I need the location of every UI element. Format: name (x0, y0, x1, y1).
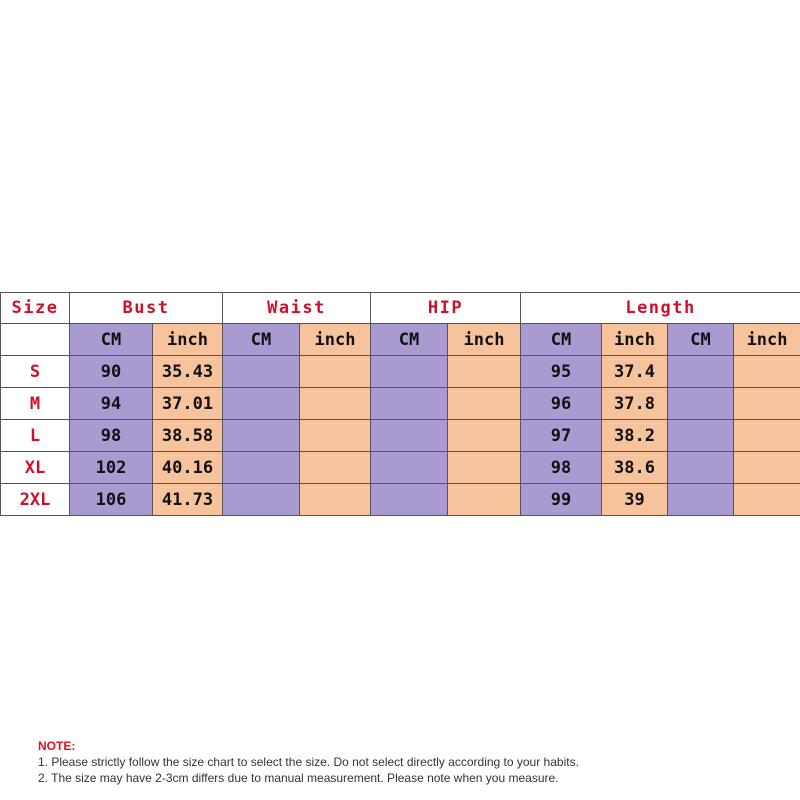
waist-header: Waist (223, 293, 371, 324)
measure-cell-length-in: 37.4 (602, 356, 668, 388)
measure-cell-length2-in (734, 484, 800, 516)
data-rows (1, 356, 800, 516)
unit-cell-inch: inch (448, 324, 521, 356)
measure-cell-bust-cm: 90 (70, 356, 153, 388)
measure-cell-hip-cm (371, 484, 448, 516)
measure-cell-bust-in: 38.58 (153, 420, 223, 452)
table-row (1, 356, 800, 388)
measure-cell-length2-in (734, 452, 800, 484)
measure-cell-length2-in (734, 356, 800, 388)
unit-row (1, 324, 800, 356)
measure-cell-waist-in (300, 452, 371, 484)
measure-cell-waist-cm (223, 388, 300, 420)
unit-cell-cm: CM (371, 324, 448, 356)
measure-cell-length-cm: 95 (521, 356, 602, 388)
measure-cell-length2-cm (668, 484, 734, 516)
note-item: 2. The size may have 2-3cm differs due to manual measurement. Please note when you measure. (38, 771, 559, 785)
unit-cell-cm: CM (668, 324, 734, 356)
note-title: NOTE: (38, 739, 76, 753)
unit-cell-inch: inch (153, 324, 223, 356)
measure-cell-waist-cm (223, 452, 300, 484)
measure-cell-bust-in: 41.73 (153, 484, 223, 516)
measure-cell-length-in: 38.2 (602, 420, 668, 452)
measure-cell-waist-cm (223, 356, 300, 388)
measure-cell-length2-cm (668, 388, 734, 420)
unit-cell-inch: inch (602, 324, 668, 356)
measure-cell-waist-cm (223, 420, 300, 452)
measure-cell-length2-in (734, 388, 800, 420)
measure-cell-length-cm: 99 (521, 484, 602, 516)
unit-cell-inch: inch (734, 324, 800, 356)
measure-cell-hip-cm (371, 388, 448, 420)
measure-cell-length2-cm (668, 356, 734, 388)
measure-cell-waist-in (300, 484, 371, 516)
length-header: Length (521, 293, 800, 324)
measure-cell-waist-in (300, 388, 371, 420)
measure-cell-waist-in (300, 356, 371, 388)
measure-cell-length-cm: 96 (521, 388, 602, 420)
measure-cell-hip-cm (371, 452, 448, 484)
measure-cell-hip-in (448, 356, 521, 388)
measure-cell-waist-cm (223, 484, 300, 516)
measure-cell-length-in: 39 (602, 484, 668, 516)
measure-cell-length2-cm (668, 452, 734, 484)
size-label-cell: XL (1, 452, 70, 484)
header-row (1, 293, 800, 324)
table-row (1, 388, 800, 420)
measure-cell-waist-in (300, 420, 371, 452)
measure-cell-hip-in (448, 484, 521, 516)
measure-cell-length2-cm (668, 420, 734, 452)
measure-cell-bust-cm: 94 (70, 388, 153, 420)
size-label-cell: L (1, 420, 70, 452)
measure-cell-bust-cm: 98 (70, 420, 153, 452)
measure-cell-bust-in: 40.16 (153, 452, 223, 484)
table-row (1, 484, 800, 516)
bust-header: Bust (70, 293, 223, 324)
notes-section (38, 738, 778, 786)
size-label-cell: M (1, 388, 70, 420)
measure-cell-hip-cm (371, 356, 448, 388)
table-row (1, 452, 800, 484)
measure-cell-bust-in: 35.43 (153, 356, 223, 388)
note-item: 1. Please strictly follow the size chart to select the size. Do not select directly according to your habits. (38, 755, 579, 769)
measure-cell-length2-in (734, 420, 800, 452)
measure-cell-bust-cm: 106 (70, 484, 153, 516)
size-header: Size (1, 293, 70, 324)
measure-cell-length-cm: 97 (521, 420, 602, 452)
unit-cell-inch: inch (300, 324, 371, 356)
table-row (1, 420, 800, 452)
measure-cell-hip-in (448, 420, 521, 452)
measure-cell-length-in: 37.8 (602, 388, 668, 420)
unit-cell-cm: CM (223, 324, 300, 356)
unit-cell-cm: CM (70, 324, 153, 356)
hip-header: HIP (371, 293, 521, 324)
size-label-cell: S (1, 356, 70, 388)
measure-cell-length-in: 38.6 (602, 452, 668, 484)
size-label-cell: 2XL (1, 484, 70, 516)
size-chart-table (0, 292, 800, 516)
unit-cell-cm: CM (521, 324, 602, 356)
measure-cell-hip-in (448, 388, 521, 420)
measure-cell-hip-cm (371, 420, 448, 452)
measure-cell-length-cm: 98 (521, 452, 602, 484)
measure-cell-hip-in (448, 452, 521, 484)
measure-cell-bust-cm: 102 (70, 452, 153, 484)
unit-corner-cell (1, 324, 70, 356)
measure-cell-bust-in: 37.01 (153, 388, 223, 420)
